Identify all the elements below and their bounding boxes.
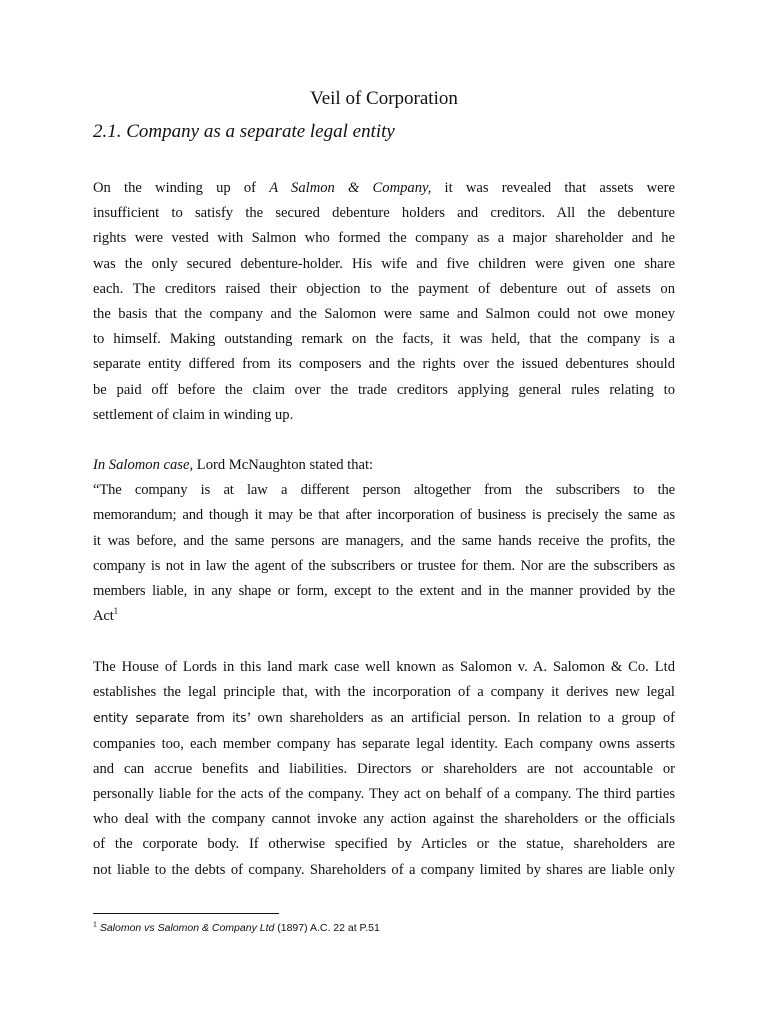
footnote-case-name: Salomon vs Salomon & Company Ltd [99,922,275,934]
paragraph-line: insufficient to satisfy the secured debenture holders and creditors. All the debenture [93,205,675,222]
paragraph-line-rest: ’ own shareholders as an artificial person. In relation to a group of [246,710,675,727]
section-heading: 2.1. Company as a separate legal entity [93,121,395,142]
quote-line: company is not in law the agent of the subscribers or trustee for them. Nor are the subscribers as [93,557,675,574]
paragraph-line: separate entity differed from its composers and the rights over the issued debentures should [93,356,675,373]
paragraph-line: rights were vested with Salmon who formed the company as a major shareholder and he [93,230,675,247]
paragraph-line: was the only secured debenture-holder. His wife and five children were given one share [93,255,675,272]
paragraph-line: the basis that the company and the Salomon were same and Salmon could not owe money [93,306,675,323]
footnote-number: 1 [93,921,97,929]
footnote-divider [93,913,279,914]
quote-line [93,604,675,629]
paragraph-house-of-lords [93,655,675,883]
paragraph-salmon-facts [93,176,675,428]
quote-intro [93,453,675,478]
paragraph-line [93,705,675,731]
paragraph-lead: On the winding up of [93,180,270,196]
paragraph-mcnaughton-quote [93,453,675,629]
paragraph-line: and can accrue benefits and liabilities. Directors or shareholders are not accountable or [93,760,675,777]
paragraph-line: personally liable for the acts of the company. They act on behalf of a company. The third parties [93,786,675,803]
paragraph-line: companies too, each member company has separate legal identity. Each company owns asserts [93,735,675,752]
document-title: Veil of Corporation [310,88,458,109]
footnote-reference[interactable]: 1 [113,606,118,617]
paragraph-line: each. The creditors raised their objection to the payment of debenture out of assets on [93,280,675,297]
quote-block [93,478,675,629]
paragraph-line: be paid off before the claim over the trade creditors applying general rules relating to [93,381,675,398]
paragraph-line: The House of Lords in this land mark case well known as Salomon v. A. Salomon & Co. Ltd [93,659,675,675]
quote-intro-italic: In Salomon case, [93,457,194,473]
case-name: A Salmon & Company, [269,180,432,196]
paragraph-line: settlement of claim in winding up. [93,406,294,423]
paragraph-line [93,176,675,201]
paragraph-line-rest: it was revealed that assets were [431,180,675,196]
quote-line: memorandum; and though it may be that after incorporation of business is precisely the same as [93,507,675,524]
quote-last-word: Act [93,608,114,625]
quote-line: it was before, and the same persons are managers, and the same hands receive the profits, the [93,532,675,549]
footnote [93,920,380,936]
footnote-citation: (1897) A.C. 22 at P.51 [274,922,380,934]
paragraph-line: not liable to the debts of company. Shareholders of a company limited by shares are liable only [93,861,675,878]
quote-line: “The company is at law a different person altogether from the subscribers to the [93,482,675,499]
paragraph-line: establishes the legal principle that, with the incorporation of a company it derives new legal [93,684,675,701]
quote-intro-rest: Lord McNaughton stated that: [193,457,374,473]
font-variant-text: entity separate from its [93,710,247,726]
quote-line: members liable, in any shape or form, except to the extent and in the manner provided by the [93,583,675,600]
paragraph-line: to himself. Making outstanding remark on the facts, it was held, that the company is a [93,331,675,348]
paragraph-line: who deal with the company cannot invoke any action against the shareholders or the officials [93,811,675,828]
paragraph-line: of the corporate body. If otherwise specified by Articles or the statue, shareholders are [93,836,675,853]
